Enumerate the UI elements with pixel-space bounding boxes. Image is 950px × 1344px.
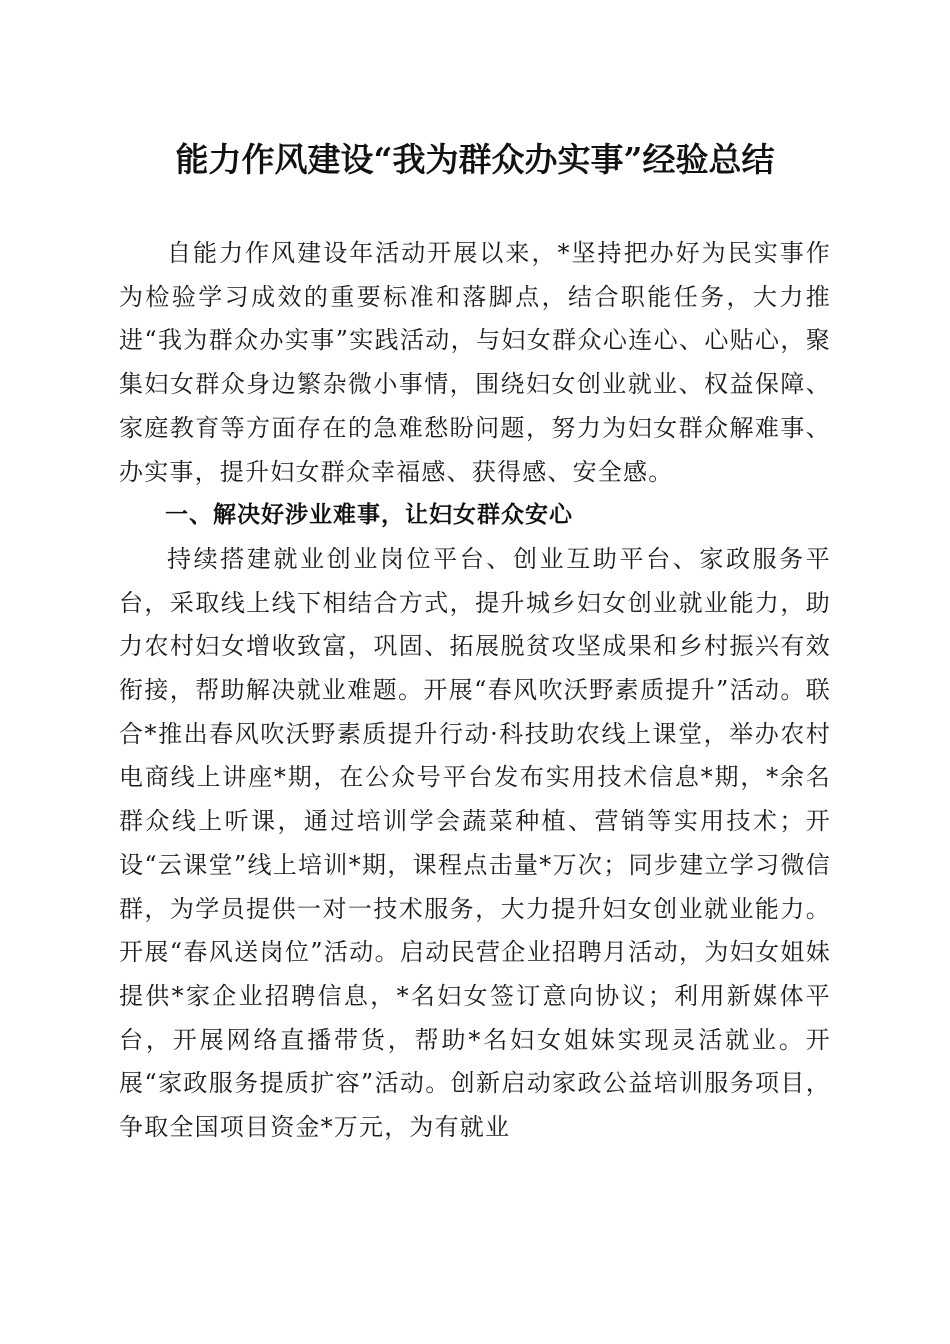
section-paragraph: 持续搭建就业创业岗位平台、创业互助平台、家政服务平台，采取线上线下相结合方式，提升城乡妇女创业就业能力，助力农村妇女增收致富，巩固、拓展脱贫攻坚成果和乡村振兴有效衔接，帮助解决就业难题。开展“春风吹沃野素质提升”活动。联合*推出春风吹沃野素质提升行动·科技助农线上课堂，举办农村电商线上讲座*期，在公众号平台发布实用技术信息*期，*余名群众线上听课，通过培训学会蔬菜种植、营销等实用技术；开设“云课堂”线上培训*期，课程点击量*万次；同步建立学习微信群，为学员提供一对一技术服务，大力提升妇女创业就业能力。开展“春风送岗位”活动。启动民营企业招聘月活动，为妇女姐妹提供*家企业招聘信息，*名妇女签订意向协议；利用新媒体平台，开展网络直播带货，帮助*名妇女姐妹实现灵活就业。开展“家政服务提质扩容”活动。创新启动家政公益培训服务项目，争取全国项目资金*万元，为有就业 [119,544,831,1142]
intro-paragraph: 自能力作风建设年活动开展以来，*坚持把办好为民实事作为检验学习成效的重要标准和落脚点，结合职能任务，大力推进“我为群众办实事”实践活动，与妇女群众心连心、心贴心，聚集妇女群众身边繁杂微小事情，围绕妇女创业就业、权益保障、家庭教育等方面存在的急难愁盼问题，努力为妇女群众解难事、办实事，提升妇女群众幸福感、获得感、安全感。 [119,239,831,486]
section-heading: 一、解决好涉业难事，让妇女群众安心 [165,502,573,529]
document-body [119,232,831,1150]
document-title: 能力作风建设“我为群众办实事”经验总结 [175,140,775,179]
